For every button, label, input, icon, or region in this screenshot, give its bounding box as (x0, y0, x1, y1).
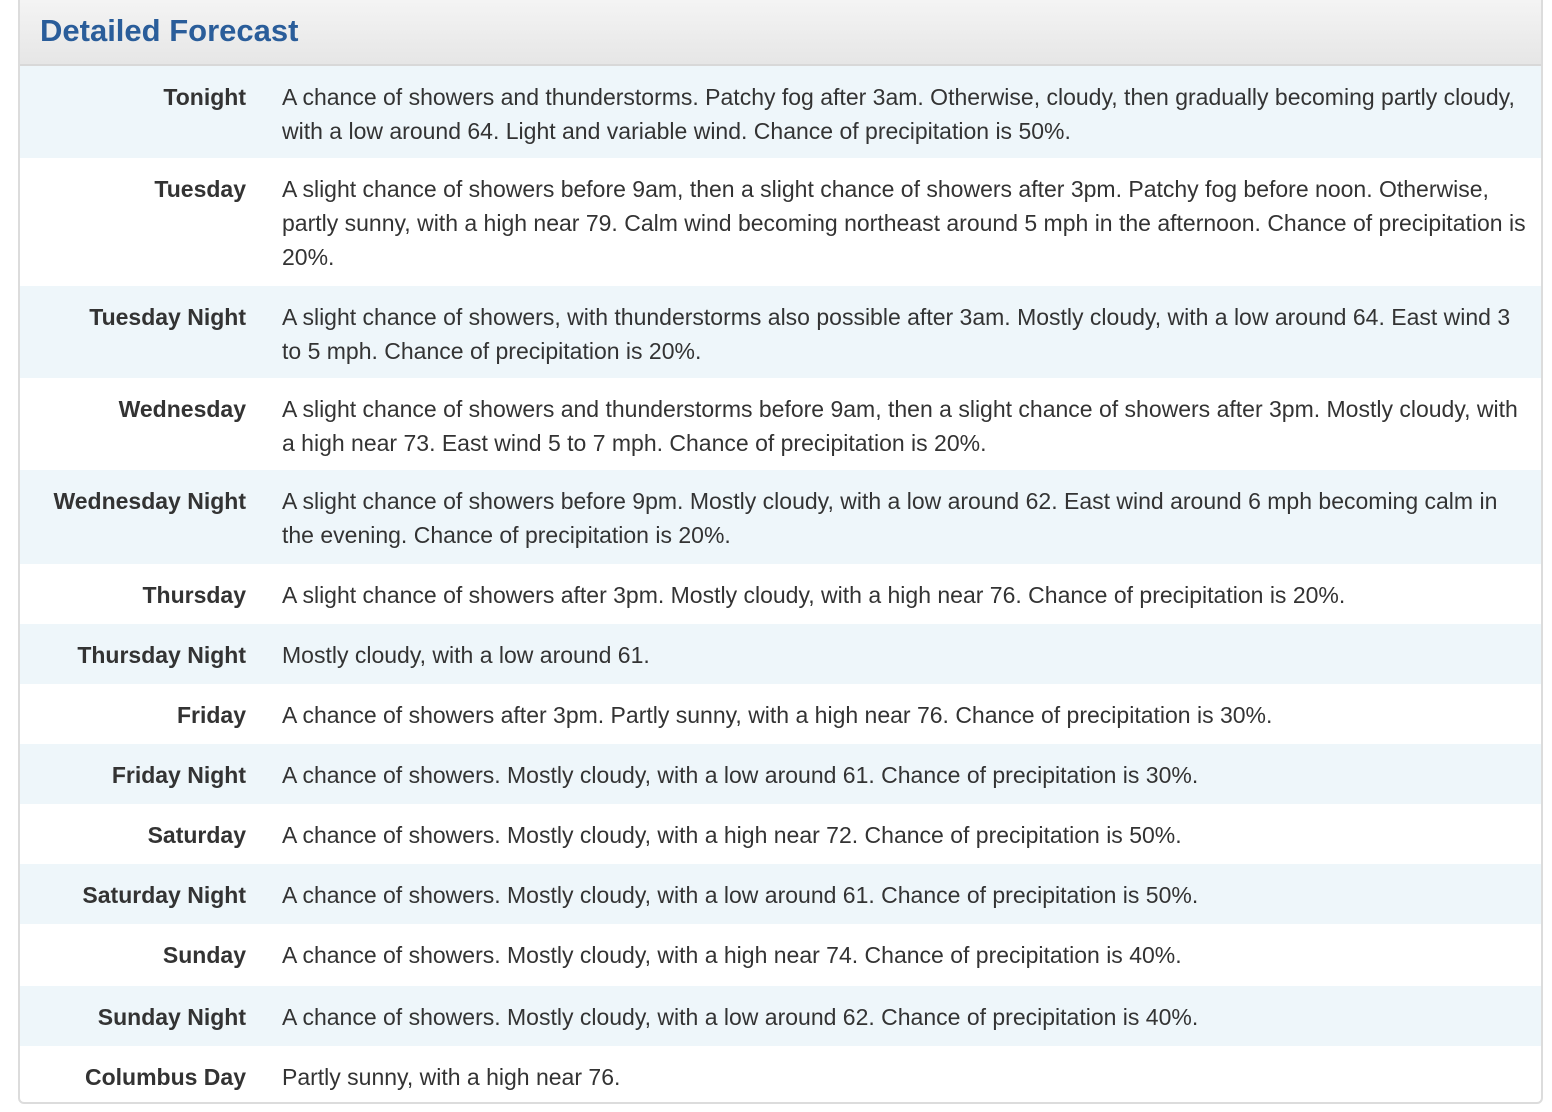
period-text: A chance of showers after 3pm. Partly sunny, with a high near 76. Chance of precipitation is 30%. (282, 702, 1273, 728)
period-text: A slight chance of showers, with thunderstorms also possible after 3am. Mostly cloudy, with a low around 64. East wind 3 to 5 mph. Chance of precipitation is 20%. (282, 304, 1511, 364)
forecast-row-wednesday (20, 378, 1541, 470)
period-text: Partly sunny, with a high near 76. (282, 1064, 621, 1090)
period-label: Sunday Night (97, 1004, 246, 1030)
forecast-row-columbus-day (20, 1046, 1541, 1104)
period-label: Saturday Night (82, 882, 246, 908)
forecast-row-friday (20, 684, 1541, 744)
period-label: Sunday (162, 942, 246, 968)
period-text: A chance of showers. Mostly cloudy, with a low around 61. Chance of precipitation is 50%. (282, 882, 1199, 908)
period-text: A chance of showers. Mostly cloudy, with a high near 74. Chance of precipitation is 40%. (282, 942, 1182, 968)
period-label: Columbus Day (84, 1064, 246, 1090)
period-text: A chance of showers. Mostly cloudy, with a low around 62. Chance of precipitation is 40%. (282, 1004, 1199, 1030)
period-text: A slight chance of showers after 3pm. Mostly cloudy, with a high near 76. Chance of precipitation is 20%. (282, 582, 1346, 608)
period-text: A chance of showers. Mostly cloudy, with a low around 61. Chance of precipitation is 30%. (282, 762, 1199, 788)
forecast-row-saturday (20, 804, 1541, 864)
forecast-row-saturday-night (20, 864, 1541, 924)
forecast-row-wednesday-night (20, 470, 1541, 564)
period-text: A chance of showers and thunderstorms. Patchy fog after 3am. Otherwise, cloudy, then gradually becoming partly cloudy, with a low around 64. Light and variable wind. Chance of precipitation is 50%. (282, 84, 1515, 144)
panel-title: Detailed Forecast (40, 13, 299, 48)
period-label: Wednesday Night (53, 488, 246, 514)
period-label: Tuesday (154, 176, 246, 202)
forecast-row-friday-night (20, 744, 1541, 804)
forecast-row-tonight (20, 66, 1541, 158)
period-label: Saturday (147, 822, 246, 848)
forecast-rows (20, 66, 1541, 1104)
period-label: Friday Night (111, 762, 246, 788)
period-text: A slight chance of showers before 9am, then a slight chance of showers after 3pm. Patchy fog before noon. Otherwise, partly sunny, with a high near 79. Calm wind becoming northeast around 5 mph in the afternoon. Chance of precipitation is 20%. (282, 176, 1526, 270)
period-label: Thursday Night (77, 642, 246, 668)
period-text: Mostly cloudy, with a low around 61. (282, 642, 650, 668)
period-label: Wednesday (118, 396, 246, 422)
forecast-row-tuesday (20, 158, 1541, 286)
period-text: A slight chance of showers before 9pm. Mostly cloudy, with a low around 62. East wind around 6 mph becoming calm in the evening. Chance of precipitation is 20%. (282, 488, 1498, 548)
forecast-row-thursday (20, 564, 1541, 624)
forecast-row-thursday-night (20, 624, 1541, 684)
period-label: Tonight (163, 84, 246, 110)
detailed-forecast-panel (18, 0, 1543, 1104)
period-label: Friday (176, 702, 246, 728)
period-text: A slight chance of showers and thunderstorms before 9am, then a slight chance of showers after 3pm. Mostly cloudy, with a high near 73. East wind 5 to 7 mph. Chance of precipitation is 20%. (282, 396, 1518, 456)
period-text: A chance of showers. Mostly cloudy, with a high near 72. Chance of precipitation is 50%. (282, 822, 1182, 848)
forecast-row-sunday (20, 924, 1541, 986)
period-label: Tuesday Night (89, 304, 246, 330)
panel-header (20, 0, 1541, 66)
forecast-row-sunday-night (20, 986, 1541, 1046)
period-label: Thursday (142, 582, 246, 608)
forecast-row-tuesday-night (20, 286, 1541, 378)
